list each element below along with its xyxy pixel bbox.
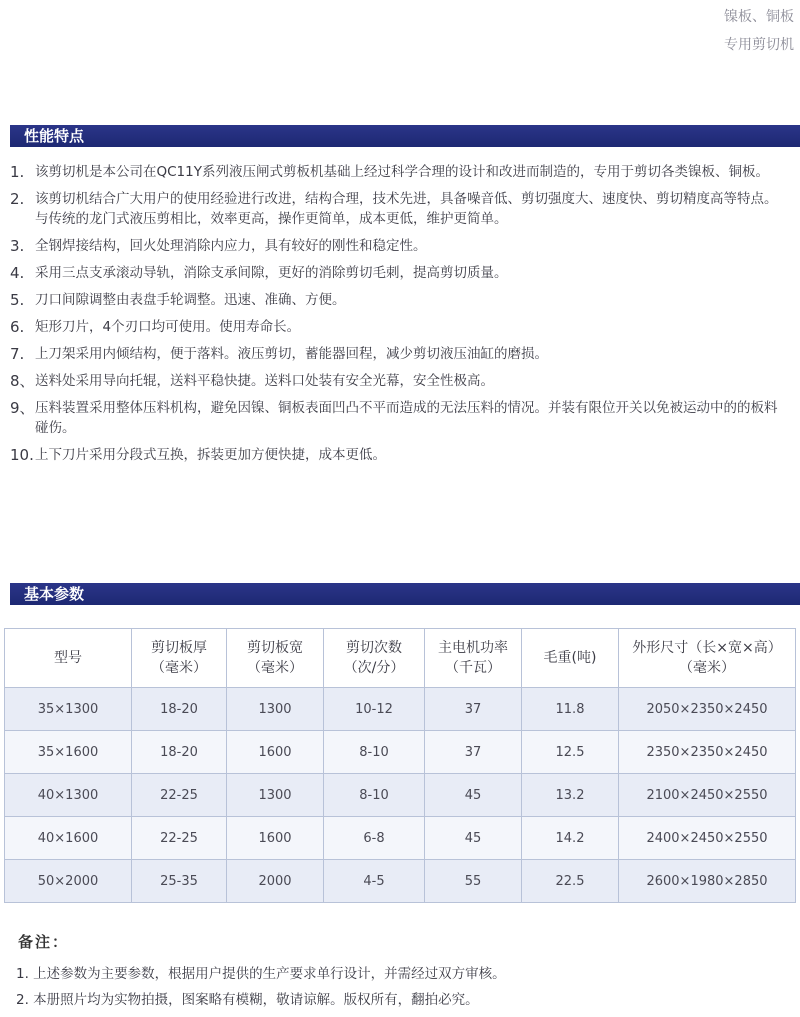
feature-item [10,290,790,310]
feature-item [10,371,790,391]
feature-number: 5. [10,291,25,309]
feature-text: 压料装置采用整体压料机构，避免因镍、铜板表面凹凸不平而造成的无法压料的情况。并装有限位开关以免被运动中的的板料碰伤。 [35,400,778,436]
cell-motor-power: 37 [425,731,522,774]
notes-list [16,964,786,1016]
cell-strokes: 8-10 [324,774,425,817]
cell-thickness: 18-20 [132,731,227,774]
feature-item [10,236,790,256]
table-row [5,860,796,903]
feature-text: 上下刀片采用分段式互换，拆装更加方便快捷，成本更低。 [35,447,386,463]
feature-text: 刀口间隙调整由表盘手轮调整。迅速、准确、方便。 [35,292,346,308]
cell-motor-power: 45 [425,817,522,860]
feature-item [10,162,790,182]
feature-text: 矩形刀片，4个刃口均可使用。使用寿命长。 [35,319,301,335]
product-tag-line1: 镍板、铜板 [724,9,794,25]
table-row [5,731,796,774]
feature-text: 全钢焊接结构，回火处理消除内应力，具有较好的刚性和稳定性。 [35,238,427,254]
feature-number: 1. [10,163,25,181]
product-tag-line2: 专用剪切机 [724,37,794,53]
cell-weight: 22.5 [522,860,619,903]
table-header-row [5,629,796,688]
cell-weight: 13.2 [522,774,619,817]
header-line: 外形尺寸（长×宽×高） [632,640,782,656]
header-line: （次/分） [343,660,405,676]
features-section-header: 性能特点 [10,125,800,147]
table-row [5,774,796,817]
feature-text: 上刀架采用内倾结构，便于落料。液压剪切，蓄能器回程，减少剪切液压油缸的磨损。 [35,346,548,362]
table-row [5,688,796,731]
header-line: （千瓦） [445,660,501,676]
header-line: 剪切板厚 [151,640,207,656]
feature-text: 采用三点支承滚动导轨，消除支承间隙，更好的消除剪切毛刺，提高剪切质量。 [35,265,508,281]
feature-item [10,263,790,283]
header-line: （毫米） [151,660,207,676]
cell-motor-power: 37 [425,688,522,731]
params-table [4,628,796,903]
cell-thickness: 18-20 [132,688,227,731]
feature-number: 6. [10,318,25,336]
cell-model: 40×1600 [5,817,132,860]
cell-dimensions: 2600×1980×2850 [619,860,796,903]
cell-thickness: 25-35 [132,860,227,903]
cell-dimensions: 2100×2450×2550 [619,774,796,817]
feature-number: 9、 [10,399,35,417]
header-line: （毫米） [247,660,303,676]
cell-width: 1600 [227,731,324,774]
cell-model: 35×1600 [5,731,132,774]
cell-width: 1600 [227,817,324,860]
cell-weight: 11.8 [522,688,619,731]
cell-motor-power: 55 [425,860,522,903]
feature-number: 4. [10,264,25,282]
column-header-model [5,629,132,688]
note-item: 1. 上述参数为主要参数，根据用户提供的生产要求单行设计，并需经过双方审核。 [16,966,506,982]
cell-width: 2000 [227,860,324,903]
cell-dimensions: 2400×2450×2550 [619,817,796,860]
column-header-width [227,629,324,688]
cell-strokes: 4-5 [324,860,425,903]
params-section-header: 基本参数 [10,583,800,605]
feature-item [10,189,790,229]
cell-dimensions: 2050×2350×2450 [619,688,796,731]
column-header-weight [522,629,619,688]
cell-dimensions: 2350×2350×2450 [619,731,796,774]
header-line: （毫米） [679,660,735,676]
feature-text: 送料处采用导向托辊，送料平稳快捷。送料口处装有安全光幕，安全性极高。 [35,373,494,389]
header-line: 剪切板宽 [247,640,303,656]
cell-strokes: 6-8 [324,817,425,860]
cell-model: 50×2000 [5,860,132,903]
cell-weight: 12.5 [522,731,619,774]
notes-title: 备注： [18,933,70,951]
cell-width: 1300 [227,688,324,731]
column-header-motor-power [425,629,522,688]
column-header-dimensions [619,629,796,688]
feature-number: 2. [10,190,25,208]
cell-motor-power: 45 [425,774,522,817]
header-line: 主电机功率 [438,640,508,656]
feature-number: 8、 [10,372,35,390]
feature-text: 该剪切机是本公司在QC11Y系列液压闸式剪板机基础上经过科学合理的设计和改进而制造的，专用于剪切各类镍板、铜板。 [35,164,769,180]
feature-item [10,398,790,438]
note-item: 2. 本册照片均为实物拍摄，图案略有模糊，敬请谅解。版权所有，翻拍必究。 [16,992,479,1008]
cell-strokes: 10-12 [324,688,425,731]
column-header-strokes [324,629,425,688]
feature-number: 7. [10,345,25,363]
cell-weight: 14.2 [522,817,619,860]
header-line: 毛重(吨) [543,650,597,666]
feature-item [10,317,790,337]
cell-thickness: 22-25 [132,774,227,817]
cell-model: 40×1300 [5,774,132,817]
header-line: 剪切次数 [346,640,402,656]
feature-item [10,344,790,364]
cell-thickness: 22-25 [132,817,227,860]
features-list [10,162,790,472]
cell-strokes: 8-10 [324,731,425,774]
header-line: 型号 [54,650,82,666]
feature-item [10,445,790,465]
feature-text: 该剪切机结合广大用户的使用经验进行改进，结构合理，技术先进，具备噪音低、剪切强度大、速度快、剪切精度高等特点。与传统的龙门式液压剪相比，效率更高，操作更简单，成本更低，维护更简单。 [35,191,778,227]
cell-model: 35×1300 [5,688,132,731]
cell-width: 1300 [227,774,324,817]
table-row [5,817,796,860]
column-header-thickness [132,629,227,688]
feature-number: 3. [10,237,25,255]
feature-number: 10. [10,446,34,464]
